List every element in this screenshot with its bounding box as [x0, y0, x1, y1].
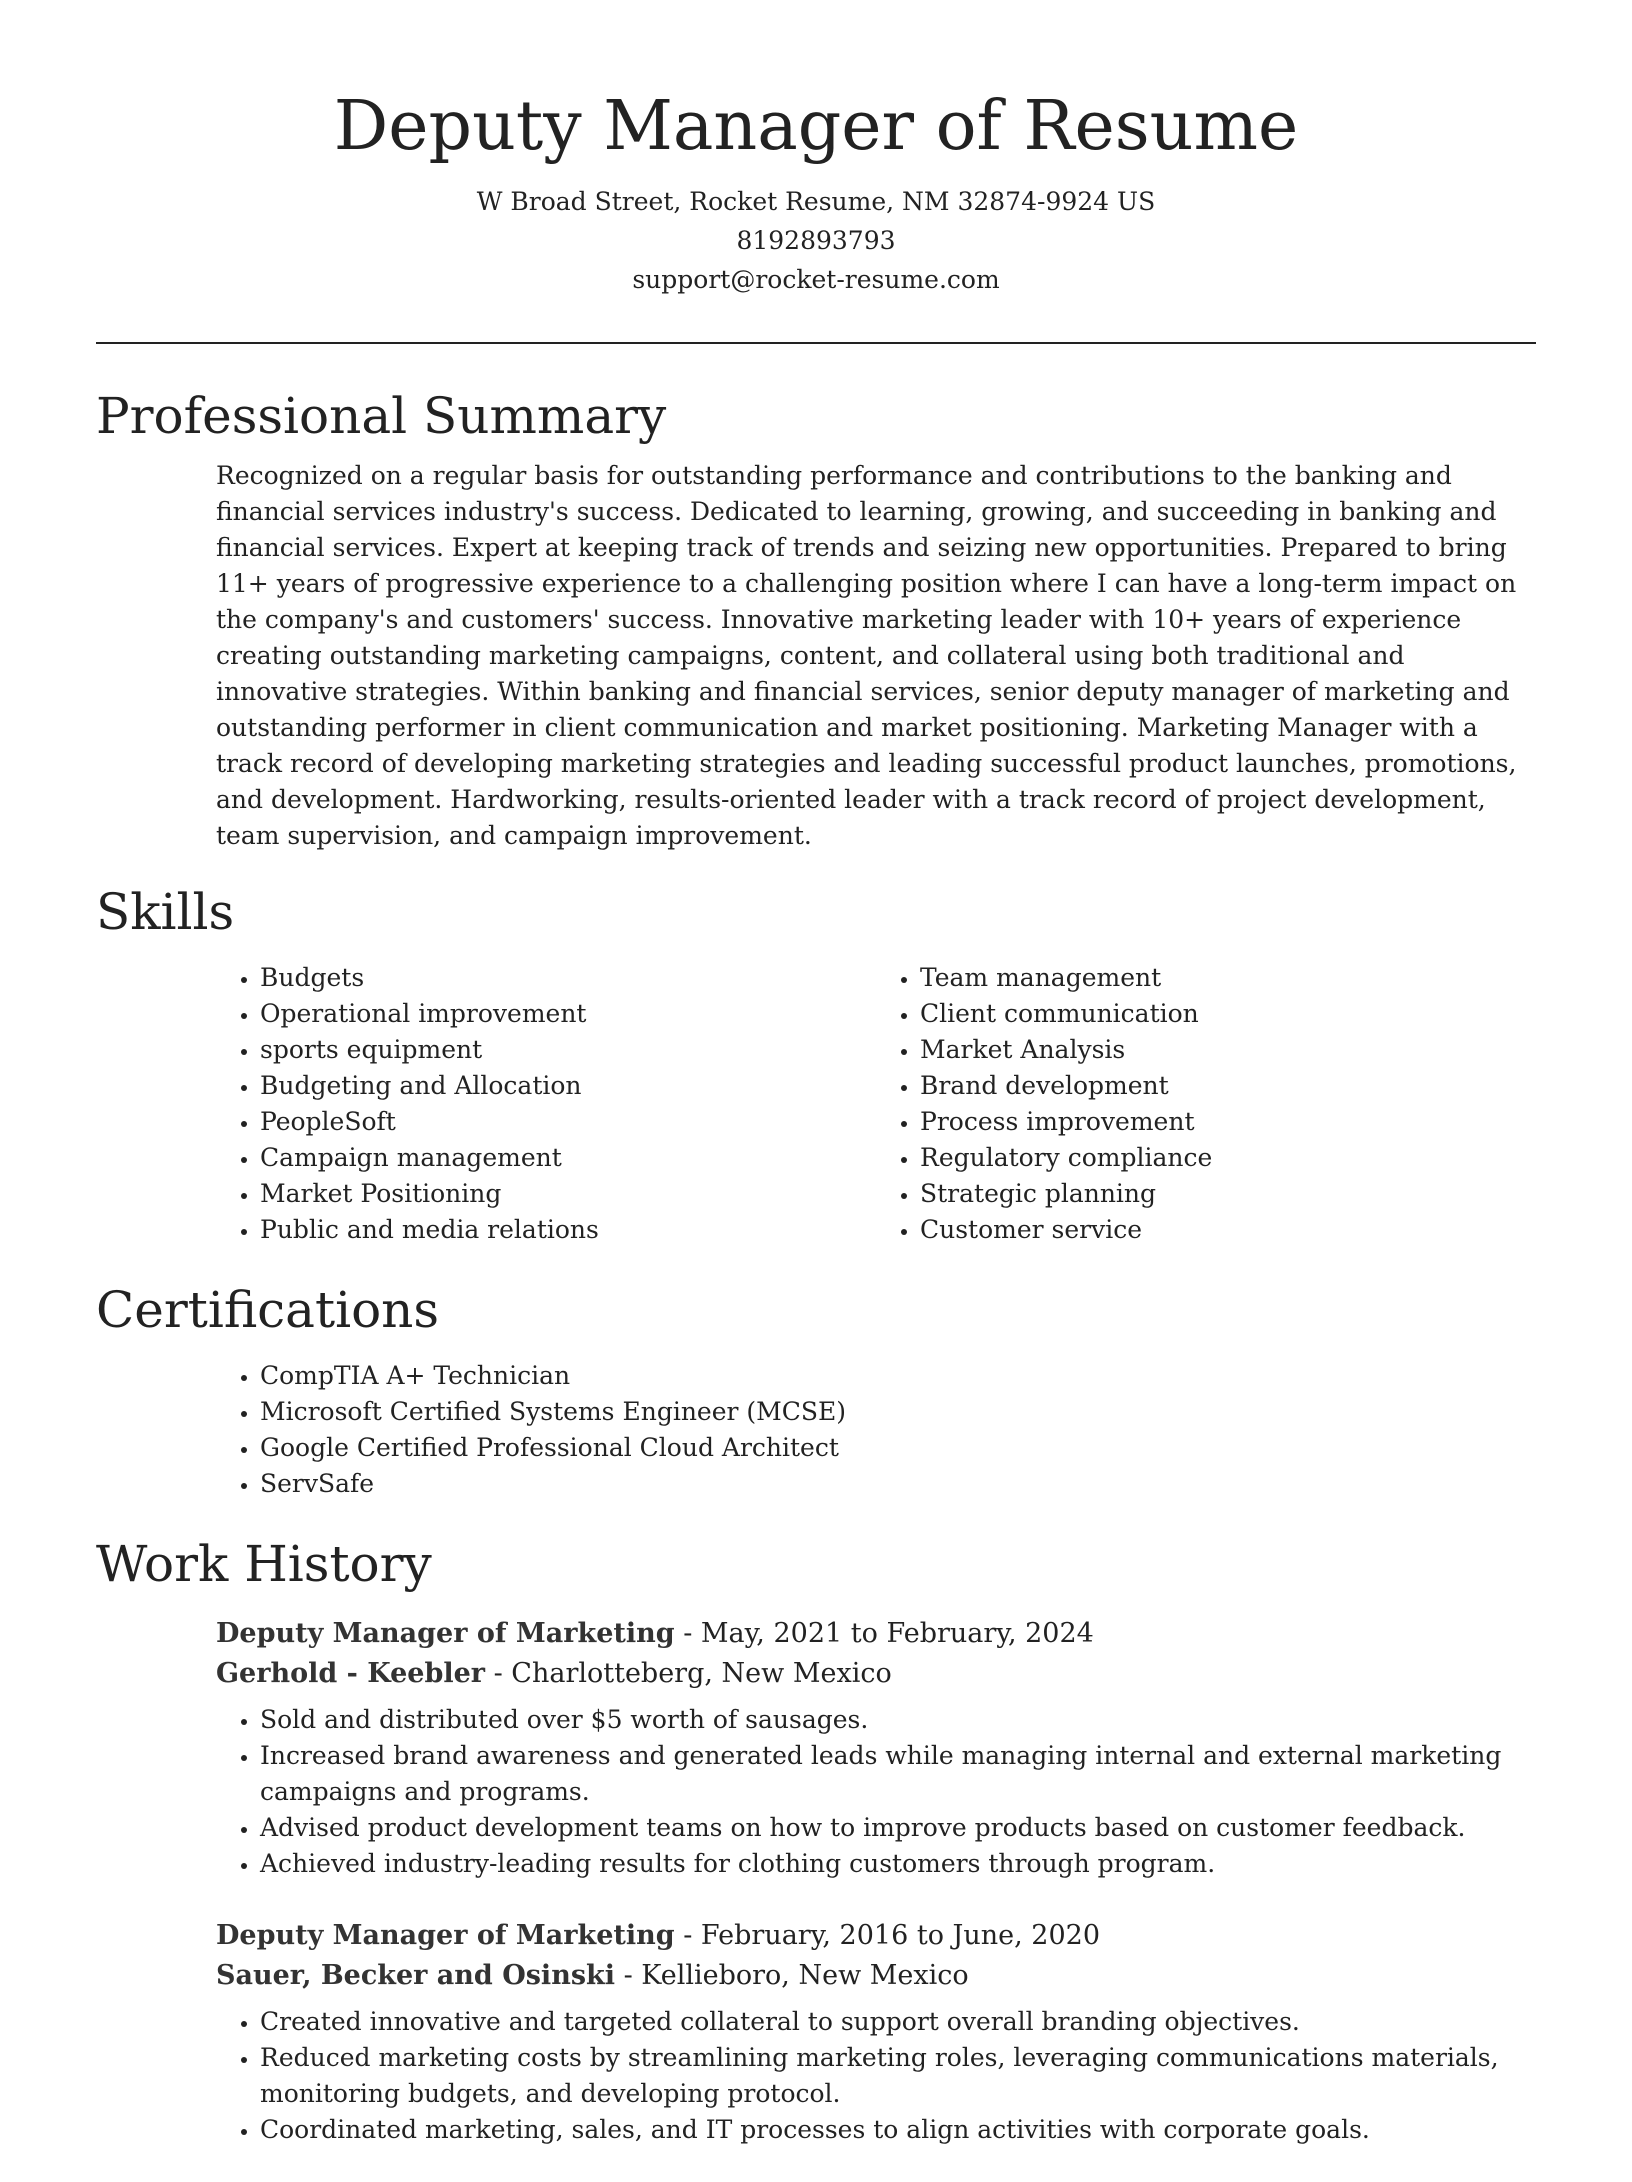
job-bullet: • Coordinated marketing, sales, and IT processes to align activities with corporate goals.: [260, 2112, 1536, 2148]
skill-item: • Operational improvement: [260, 996, 876, 1032]
certifications-heading: Certifications: [96, 1281, 440, 1339]
job-dates: - May, 2021 to February, 2024: [674, 1618, 1094, 1649]
certification-item: • Microsoft Certified Systems Engineer (MCSE): [260, 1394, 1536, 1430]
certification-item: • ServSafe: [260, 1466, 1536, 1502]
job-location: - Kellieboro, New Mexico: [615, 1960, 969, 1991]
job-title: Deputy Manager of Marketing: [216, 1618, 675, 1649]
phone: 8192893793: [736, 226, 896, 255]
skills-column-right: [876, 960, 1536, 1248]
job-company: Gerhold - Keebler: [216, 1658, 486, 1689]
job-bullets: [216, 1702, 1536, 1882]
skill-item: • Public and media relations: [260, 1212, 876, 1248]
job-entry: [216, 1614, 1536, 1882]
resume-name: Deputy Manager of Resume: [333, 87, 1299, 166]
skill-item: • Strategic planning: [920, 1176, 1536, 1212]
skill-item: • Customer service: [920, 1212, 1536, 1248]
job-bullet: • Sold and distributed over $5 worth of sausages.: [260, 1702, 1536, 1738]
skill-item: • Budgets: [260, 960, 876, 996]
job-title-line: [216, 1916, 1536, 1956]
certification-item: • Google Certified Professional Cloud Architect: [260, 1430, 1536, 1466]
job-title-line: [216, 1614, 1536, 1654]
certifications-bullets: [216, 1358, 1536, 1502]
job-company: Sauer, Becker and Osinski: [216, 1960, 615, 1991]
job-entry: [216, 1916, 1536, 2148]
skill-item: • Regulatory compliance: [920, 1140, 1536, 1176]
summary-text: Recognized on a regular basis for outstanding performance and contributions to the banking and financial services industry's success. Dedicated to learning, growing, and succeeding in banking and financial services. Expert at keeping track of trends and seizing new opportunities. Prepared to bring 11+ years of progressive experience to a challenging position where I can have a long-term impact on the company's and customers' success. Innovative marketing leader with 10+ years of experience creating outstanding marketing campaigns, content, and collateral using both traditional and innovative strategies. Within banking and financial services, senior deputy manager of marketing and outstanding performer in client communication and market positioning. Marketing Manager with a track record of developing marketing strategies and leading successful product launches, promotions, and development. Hardworking, results-oriented leader with a track record of project development, team supervision, and campaign improvement.: [216, 461, 1517, 850]
job-location: - Charlotteberg, New Mexico: [485, 1658, 892, 1689]
summary-heading: Professional Summary: [96, 387, 667, 445]
skill-item: • Client communication: [920, 996, 1536, 1032]
job-title: Deputy Manager of Marketing: [216, 1920, 675, 1951]
job-bullet: • Increased brand awareness and generated leads while managing internal and external marketing campaigns and programs.: [260, 1738, 1536, 1810]
certification-item: • CompTIA A+ Technician: [260, 1358, 1536, 1394]
skills-list: [216, 960, 1536, 1248]
job-bullet: • Achieved industry-leading results for clothing customers through program.: [260, 1846, 1536, 1882]
skill-item: • sports equipment: [260, 1032, 876, 1068]
skill-item: • Market Positioning: [260, 1176, 876, 1212]
job-bullet: • Advised product development teams on how to improve products based on customer feedback.: [260, 1810, 1536, 1846]
skill-item: • Process improvement: [920, 1104, 1536, 1140]
skills-column-left: [216, 960, 876, 1248]
skill-item: • PeopleSoft: [260, 1104, 876, 1140]
skill-item: • Brand development: [920, 1068, 1536, 1104]
job-bullets: [216, 2004, 1536, 2148]
skill-item: • Market Analysis: [920, 1032, 1536, 1068]
address: W Broad Street, Rocket Resume, NM 32874-9924 US: [476, 187, 1156, 216]
resume-content: [96, 376, 1536, 2182]
job-bullet: • Reduced marketing costs by streamlining marketing roles, leveraging communications materials, monitoring budgets, and developing protocol.: [260, 2040, 1536, 2112]
email: support@rocket-resume.com: [632, 265, 1000, 294]
skill-item: • Campaign management: [260, 1140, 876, 1176]
skills-heading: Skills: [96, 883, 235, 941]
skill-item: • Budgeting and Allocation: [260, 1068, 876, 1104]
job-company-line: [216, 1956, 1536, 1996]
resume-header: [0, 0, 1632, 299]
job-dates: - February, 2016 to June, 2020: [674, 1920, 1100, 1951]
job-company-line: [216, 1654, 1536, 1694]
work-history-heading: Work History: [96, 1535, 432, 1593]
certifications-list: [216, 1358, 1536, 1502]
job-bullet: • Created innovative and targeted collateral to support overall branding objectives.: [260, 2004, 1536, 2040]
header-divider: [96, 342, 1536, 344]
skill-item: • Team management: [920, 960, 1536, 996]
